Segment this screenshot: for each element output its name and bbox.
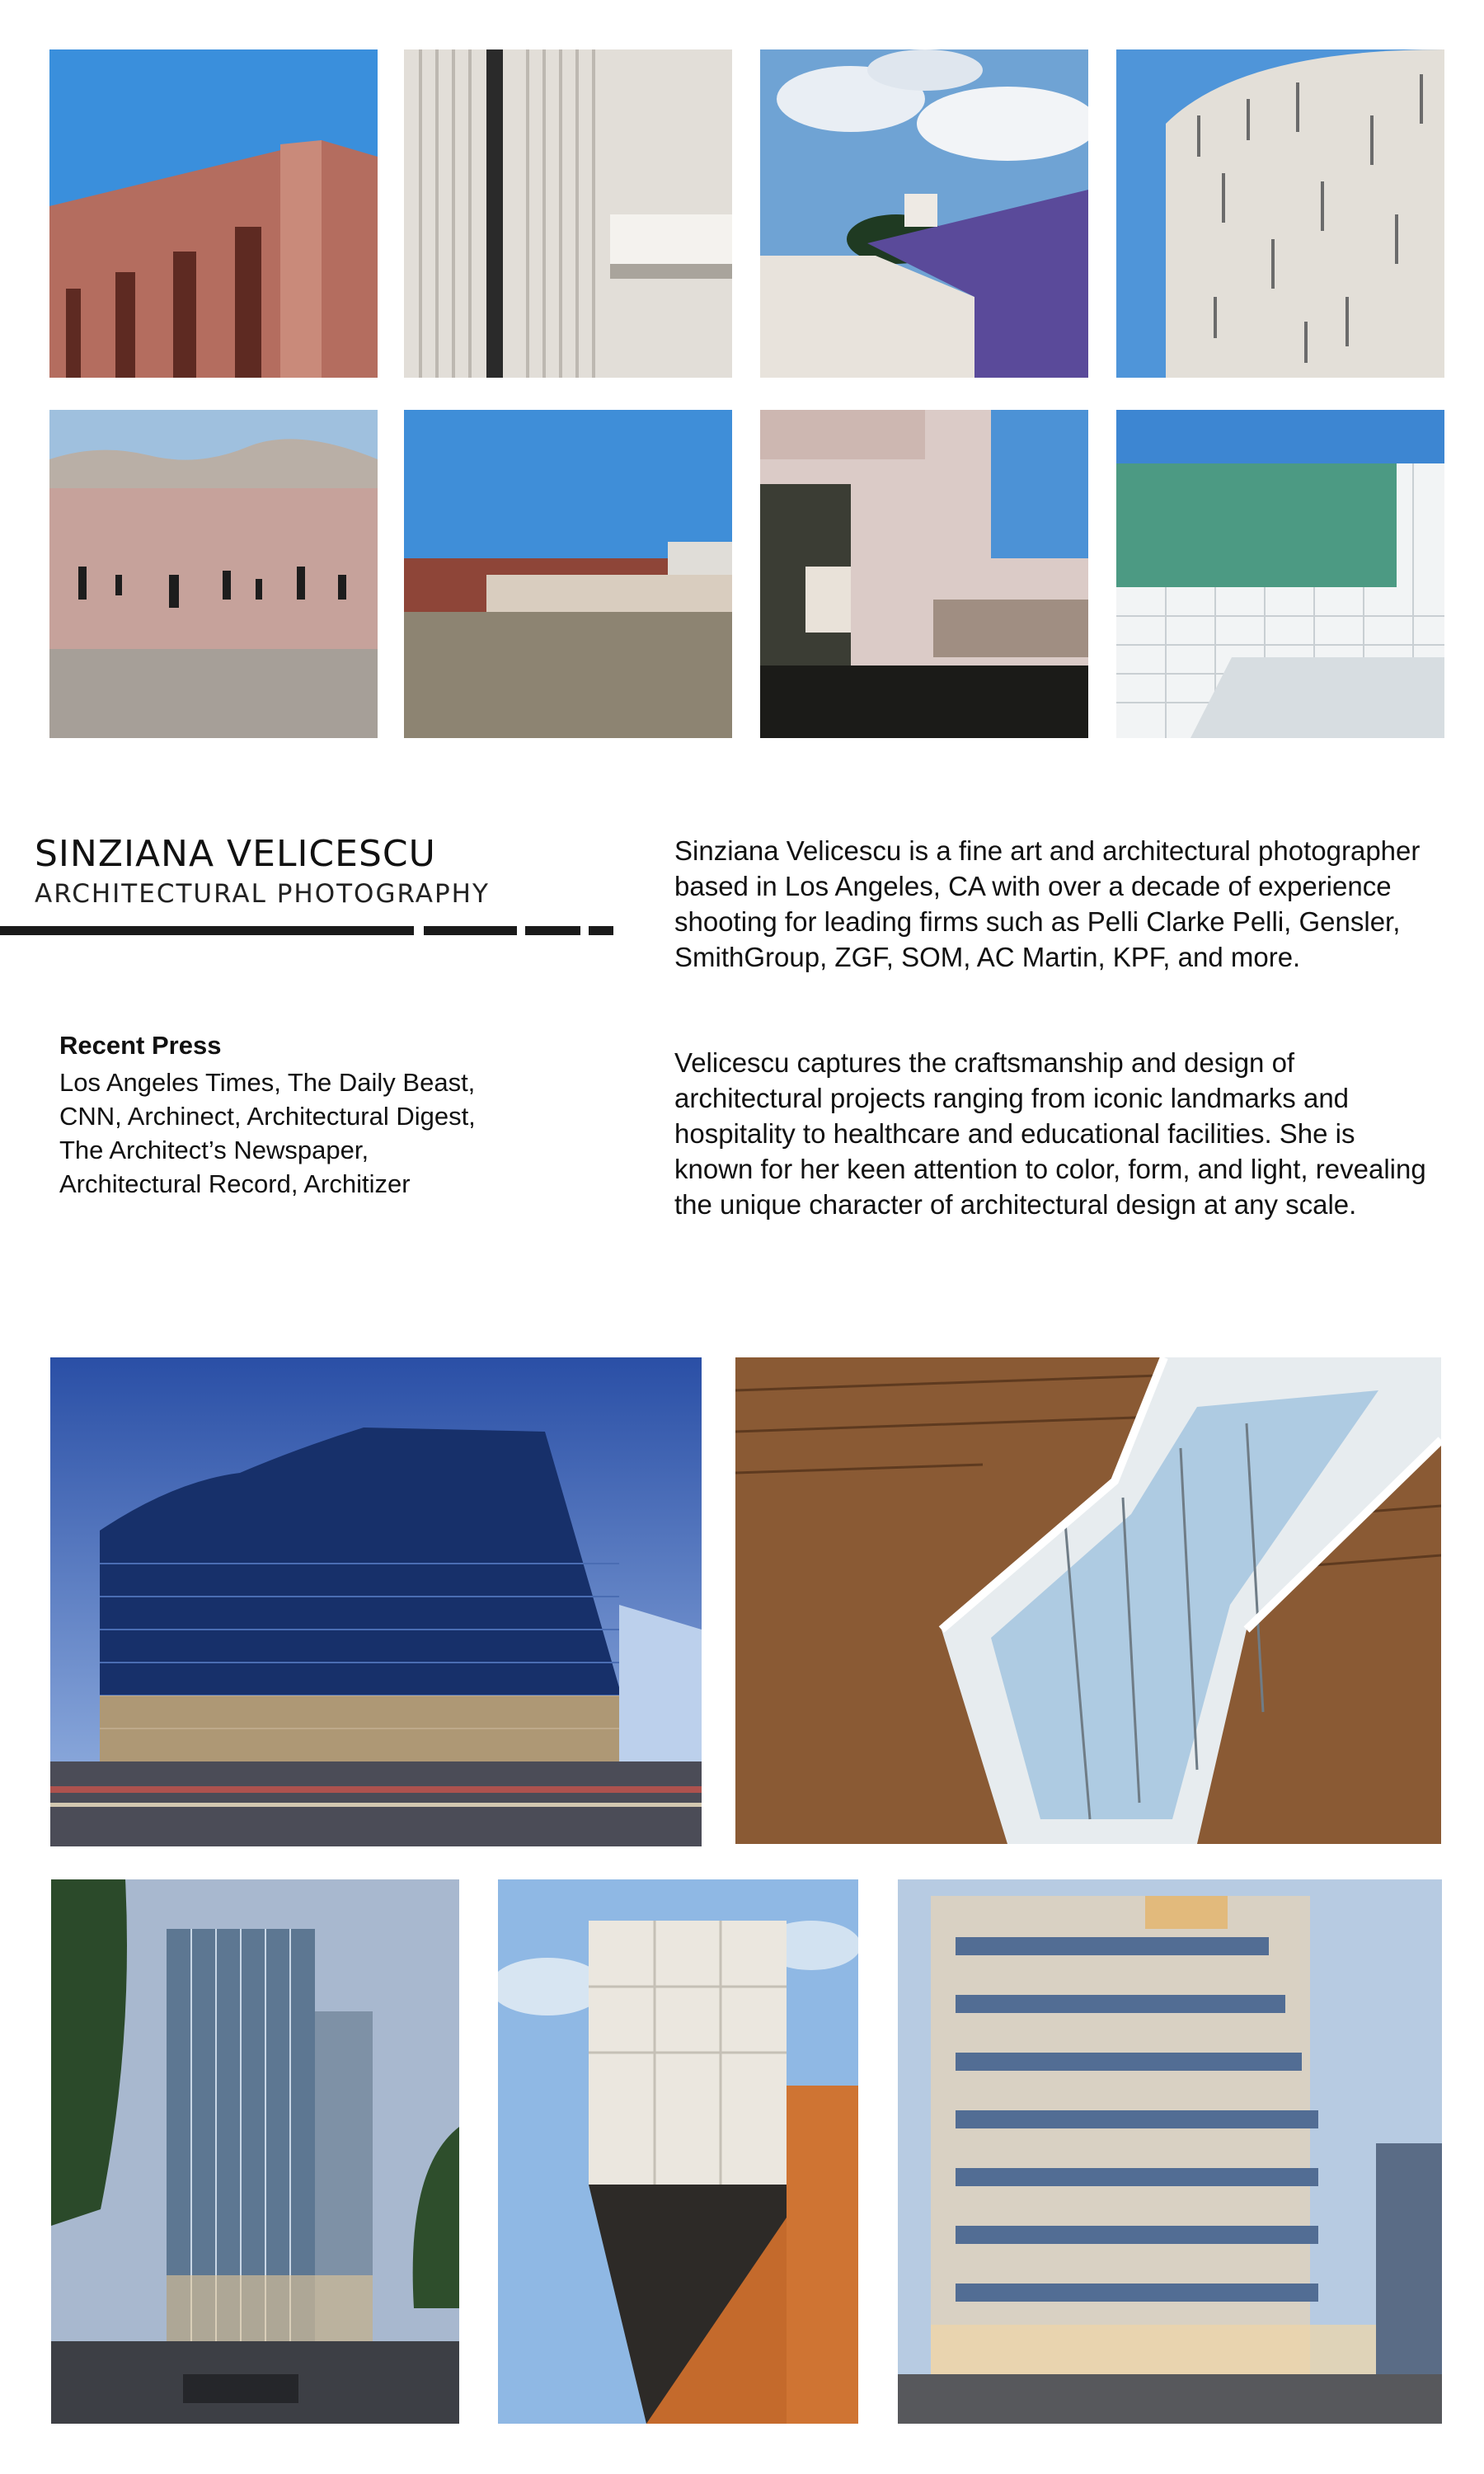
photo-terracotta-stepped-wall — [49, 49, 378, 378]
recent-press-heading: Recent Press — [59, 1031, 222, 1060]
photo-minimal-tan-wall — [404, 410, 732, 738]
press-line: Architectural Record, Architizer — [59, 1169, 411, 1198]
photographer-name: SINZIANA VELICESCU — [35, 833, 436, 875]
press-line: CNN, Archinect, Architectural Digest, — [59, 1102, 476, 1131]
photo-green-tile-facade — [1116, 410, 1444, 738]
recent-press-list — [59, 1065, 587, 1201]
photo-pink-wall-mountains — [49, 410, 378, 738]
divider-rule-segment — [424, 926, 517, 935]
bio-paragraph-1: Sinziana Velicescu is a fine art and architectural photographer based in Los Angeles, CA with over a decade of experience shooting for leading firms such as Pelli Clarke Pelli, Gensler, SmithGroup, ZGF, SOM, AC Martin, KPF, and more. — [674, 835, 1421, 972]
photo-purple-wall-clouds — [760, 49, 1088, 378]
photo-white-ribbed-facade — [404, 49, 732, 378]
divider-rule-segment — [525, 926, 580, 935]
bio-paragraph-2: Velicescu captures the craftsmanship and design of architectural projects ranging from iconic landmarks and hospitality to healthcare and educational facilities. She is known for her keen attention to color, form, and light, revealing the unique character of architectural design at any scale. — [674, 1047, 1426, 1220]
photo-stepped-facade-university — [898, 1879, 1442, 2424]
photo-wood-atrium-skylight — [735, 1357, 1441, 1844]
press-line: The Architect’s Newspaper, — [59, 1136, 369, 1164]
photo-marriott-glass-tower — [51, 1879, 459, 2424]
press-line: Los Angeles Times, The Daily Beast, — [59, 1068, 476, 1097]
divider-rule-long — [0, 926, 414, 935]
photo-shadowed-courtyard — [760, 410, 1088, 738]
divider-rule-segment — [589, 926, 613, 935]
photographer-subtitle: ARCHITECTURAL PHOTOGRAPHY — [35, 879, 490, 909]
photo-curved-perforated-tower — [1116, 49, 1444, 378]
photo-cantilever-white-box — [498, 1879, 858, 2424]
photo-curved-glass-office-dusk — [50, 1357, 702, 1846]
